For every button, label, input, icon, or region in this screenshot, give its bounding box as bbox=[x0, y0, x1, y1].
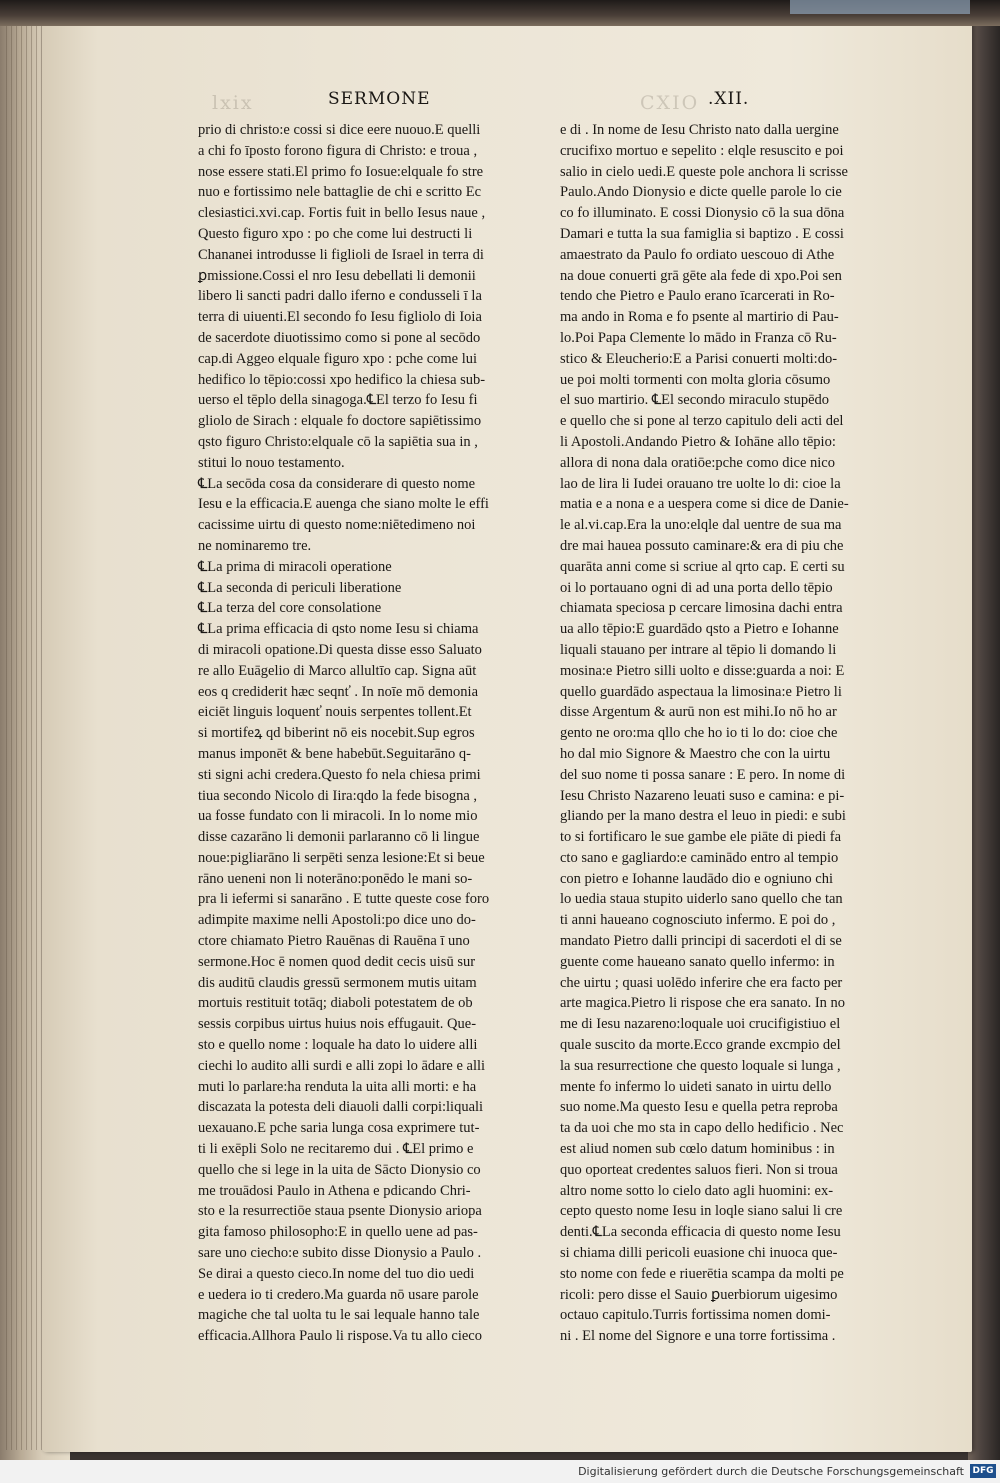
text-line: sto e quello nome : loquale ha dato lo uidere alli bbox=[198, 1037, 478, 1054]
text-line: ctore chiamato Pietro Rauēnas di Rauēna ī uno bbox=[198, 933, 470, 950]
book-binding-shadow bbox=[968, 0, 1000, 1460]
folio-number: .XII. bbox=[708, 89, 750, 109]
text-line: stitui lo nouo testamento. bbox=[198, 454, 345, 471]
text-line: terra di uiuenti.El secondo fo Iesu figliolo di Ioia bbox=[198, 309, 482, 326]
text-line: e uedera io ti credero.Ma guarda nō usare parole bbox=[198, 1286, 479, 1303]
text-line: to si fortificaro le sue gambe ele piāte di piedi fa bbox=[560, 829, 842, 846]
text-line: ti anni haueano cognosciuto infermo. E poi do , bbox=[560, 912, 836, 929]
text-line: magiche che tal uolta tu le sai lequale hanno tale bbox=[198, 1307, 480, 1324]
text-line: mente fo infermo lo uideti sanato in uirtu dello bbox=[560, 1078, 832, 1095]
text-line: mortuis restituit totāq; diaboli potestatem de ob bbox=[198, 995, 473, 1012]
text-line: ℄La seconda di periculi liberatione bbox=[198, 579, 402, 596]
text-line: me trouādosi Paulo in Athena e pdicando Chri- bbox=[198, 1182, 471, 1199]
text-line: e di . In nome de Iesu Christo nato dalla uergine bbox=[560, 122, 839, 138]
text-line: gliolo de Sirach : elquale fo doctore sapiētissimo bbox=[198, 413, 482, 430]
text-line: con pietro e Iohanne laudādo dio e ogniuno chi bbox=[560, 870, 834, 887]
text-line: cap.di Aggeo elquale figuro xpo : pche come lui bbox=[198, 350, 478, 367]
text-line: quo oporteat credentes saluos fieri. Non si troua bbox=[560, 1161, 838, 1178]
text-line: gita famoso philosopho:E in quello uene ad pas- bbox=[198, 1224, 478, 1241]
text-line: Iesu Christo Nazareno leuati suso e camina: e pi- bbox=[560, 787, 845, 804]
left-text-column bbox=[198, 120, 558, 1347]
text-line: Damari e tutta la sua famiglia si baptizo . E cossi bbox=[560, 225, 844, 242]
text-line: ℄La prima efficacia di qsto nome Iesu si chiama bbox=[198, 621, 479, 638]
text-line: uerso el tēplo della sinagoga.℄El terzo fo Iesu fi bbox=[198, 392, 478, 409]
text-line: ni . El nome del Signore e una torre fortissima . bbox=[560, 1328, 836, 1345]
right-text-column bbox=[560, 120, 910, 1347]
text-line: amaestrato da Paulo fo ordiato uescouo di Athe bbox=[560, 246, 835, 263]
text-line: uexauano.E pche saria lunga cosa exprimere tut- bbox=[198, 1120, 480, 1137]
text-line: rāno ueneni non li noterāno:ponēdo le mani so- bbox=[198, 870, 473, 887]
text-line: co fo illuminato. E cossi Dionysio cō la sua dōna bbox=[560, 205, 845, 222]
text-line: gliando per la mano destra el leuo in piedi: e subi bbox=[560, 808, 846, 825]
text-line: ℄La prima di miracoli operatione bbox=[198, 558, 392, 575]
text-line: quarāta anni come si scriue al qrto cap. E certi su bbox=[560, 558, 845, 575]
text-line: le al.vi.cap.Era la uno:elqle dal uentre de sua ma bbox=[560, 517, 842, 534]
text-line: el suo martirio. ℄El secondo miraculo stupēdo bbox=[560, 392, 830, 409]
text-line: si mortifeꝝ qd biberint nō eis nocebit.Sup egros bbox=[198, 725, 475, 742]
text-line: altro nome sotto lo cielo dato agli huomini: ex- bbox=[560, 1182, 834, 1199]
text-line: sto e la resurrectiōe staua psente Dionysio ariopa bbox=[198, 1203, 482, 1220]
text-line: eos q crediderit hæc seqnť . In noīe mō demonia bbox=[198, 683, 479, 700]
text-line: ma ando in Roma e fo psente al martirio di Pau- bbox=[560, 309, 839, 326]
text-line: liquali stauano per intrare al tēpio li domando li bbox=[560, 641, 837, 658]
text-line: ꝑmissione.Cossi el nro Iesu debellati li demonii bbox=[198, 267, 476, 284]
text-line: sti signi achi credera.Questo fo nela chiesa primi bbox=[198, 766, 481, 783]
text-line: e quello che si pone al terzo capitulo deli acti del bbox=[560, 413, 844, 430]
text-line: ne nominaremo tre. bbox=[198, 537, 312, 554]
text-line: mosina:e Pietro silli uolto e disse:guarda a noi: E bbox=[560, 662, 845, 679]
text-line: che uirtu ; quasi uolēdo inferire che era facto per bbox=[560, 974, 843, 991]
text-line: crucifixo mortuo e sepelito : elqle resuscito e poi bbox=[560, 142, 844, 159]
text-line: ue poi molti tormenti con molta gloria cōsumo bbox=[560, 371, 831, 388]
text-line: sessis corpibus uirtus huius nois effugauit. Que- bbox=[198, 1016, 477, 1033]
text-line: Paulo.Ando Dionysio e dicte quelle parole lo cie bbox=[560, 184, 842, 201]
running-head: SERMONE bbox=[328, 89, 431, 109]
text-line: Se dirai a questo cieco.In nome del tuo dio uedi bbox=[198, 1265, 475, 1282]
text-line: prio di christo:e cossi si dice eere nuouo.E quelli bbox=[198, 122, 481, 138]
text-line: li Apostoli.Andando Pietro & Iohāne allo tēpio: bbox=[560, 433, 836, 450]
text-line: lo.Poi Papa Clemente lo mādo in Franza cō Ru- bbox=[560, 329, 837, 346]
text-line: noue:pigliarāno li serpēti senza lesione:Et si beue bbox=[198, 849, 485, 866]
text-line: dre mai hauea possuto caminare:& era di piu che bbox=[560, 537, 844, 554]
text-line: tendo che Pietro e Paulo erano īcarcerati in Ro- bbox=[560, 288, 835, 305]
text-line: ta da uoi che mo sta in capo dello hedificio . Nec bbox=[560, 1120, 844, 1137]
text-line: matia e a nona e a uespera come si dice de Danie- bbox=[560, 496, 849, 513]
text-line: manus imponēt & bene habebūt.Seguitarāno q- bbox=[198, 745, 472, 762]
text-line: me di Iesu nazareno:loquale uoi crucifigistiuo el bbox=[560, 1016, 841, 1033]
top-book-edge bbox=[0, 0, 1000, 26]
text-line: disse cazarāno li demonii parlaranno cō li lingue bbox=[198, 829, 480, 846]
text-line: quello guardādo aspectaua la limosina:e Pietro li bbox=[560, 683, 842, 700]
text-line: na doue conuerti grā gēte ala fede di xpo.Poi sen bbox=[560, 267, 842, 284]
dfg-logo: DFG bbox=[970, 1464, 996, 1478]
text-line: clesiastici.xvi.cap. Fortis fuit in bello Iesus naue , bbox=[198, 205, 486, 222]
text-line: libero li sancti padri dallo iferno e condusseli ī la bbox=[198, 288, 482, 305]
text-line: lao de lira li Iudei orauano tre uolte lo di: cioe la bbox=[560, 475, 841, 492]
text-line: la sua resurrectione che questo loquale si lunga , bbox=[560, 1057, 841, 1074]
text-line: efficacia.Allhora Paulo li rispose.Va tu allo cieco bbox=[198, 1328, 482, 1345]
text-line: hedifico lo tēpio:cossi xpo hedifico la chiesa sub- bbox=[198, 371, 486, 388]
text-line: ℄La terza del core consolatione bbox=[198, 600, 382, 617]
bleed-through-folio-left: lxix bbox=[212, 92, 254, 114]
text-line: allora di nona dala oratiōe:pche como dice nico bbox=[560, 454, 835, 471]
text-line: mandato Pietro dalli principi di sacerdoti el di se bbox=[560, 933, 842, 950]
text-line: ricoli: pero disse el Sauio ꝑuerbiorum uigesimo bbox=[560, 1286, 838, 1303]
text-line: re allo Euāgelio di Marco allultīo cap. Signa aūt bbox=[198, 662, 477, 679]
text-line: discazata la potesta deli diauoli dalli corpi:liquali bbox=[198, 1099, 484, 1116]
text-line: Questo figuro xpo : po che come lui destructi li bbox=[198, 225, 473, 242]
text-line: est aliud nomen sub cœlo datum hominibus : in bbox=[560, 1141, 835, 1158]
blue-tape-strip bbox=[790, 0, 970, 14]
text-line: suo nome.Ma questo Iesu e quella petra reproba bbox=[560, 1099, 838, 1116]
text-line: di miracoli opatione.Di questa disse esso Saluato bbox=[198, 641, 482, 658]
text-line: si chiama dilli pericoli euasione chi inuoca que- bbox=[560, 1245, 838, 1262]
text-line: tiua secondo Nicolo di Iira:qdo la fede bisogna , bbox=[198, 787, 478, 804]
bleed-through-folio-right: CXIO bbox=[640, 92, 700, 114]
text-line: sto nome con fede e riuerētia scampa da molti pe bbox=[560, 1265, 844, 1282]
text-line: disse Argentum & aurū non est mihi.Io nō ho ar bbox=[560, 704, 837, 721]
text-line: chiamata speciosa p cercare limosina dachi entra bbox=[560, 600, 843, 617]
text-line: octauo capitulo.Turris fortissima nomen domi- bbox=[560, 1307, 831, 1324]
text-line: ti li exēpli Solo ne recitaremo dui . ℄El primo e bbox=[198, 1141, 474, 1158]
text-line: ua fosse fundato con li miracoli. In lo nome mio bbox=[198, 808, 478, 825]
text-line: Iesu e la efficacia.E auenga che siano molte le effi bbox=[198, 496, 489, 513]
text-line: adimpite maxime nelli Apostoli:po dice uno do- bbox=[198, 912, 476, 929]
text-line: oi lo portauano ogni di ad una porta dello tēpio bbox=[560, 579, 833, 596]
text-line: cto sano e gagliardo:e caminādo entro al tempio bbox=[560, 849, 839, 866]
text-line: qsto figuro Christo:elquale cō la sapiētia sua in , bbox=[198, 433, 478, 450]
text-line: salio in cielo uedi.E queste pole anchora li scrisse bbox=[560, 163, 848, 180]
text-line: ℄La secōda cosa da considerare di questo nome bbox=[198, 475, 476, 492]
text-line: eiciēt linguis loquenť nouis serpentes tollent.Et bbox=[198, 704, 472, 721]
text-line: quello che si lege in la uita de Sācto Dionysio co bbox=[198, 1161, 481, 1178]
text-line: quale suscito da morte.Ecco grande excmpio del bbox=[560, 1037, 841, 1054]
text-line: guente come haueano sanato quello infermo: in bbox=[560, 953, 835, 970]
text-line: nuo e fortissimo nele battaglie de chi e scritto Ec bbox=[198, 184, 482, 201]
text-line: stico & Eleucherio:E a Parisi conuerti molti:do- bbox=[560, 350, 838, 367]
text-line: sare uno ciecho:e subito disse Dionysio a Paulo . bbox=[198, 1245, 482, 1262]
text-line: denti.℄La seconda efficacia di questo nome Iesu bbox=[560, 1224, 841, 1241]
text-line: gento ne oro:ma qllo che ho io ti lo do: cioe che bbox=[560, 725, 838, 742]
text-line: nose essere stati.El primo fo Iosue:elquale fo stre bbox=[198, 163, 484, 180]
text-line: cacissime uirtu di questo nome:niētedimeno noi bbox=[198, 517, 476, 534]
funding-credit: Digitalisierung gefördert durch die Deutsche Forschungsgemeinschaft bbox=[578, 1465, 964, 1478]
text-line: ua allo tēpio:E guardādo qsto a Pietro e Iohanne bbox=[560, 621, 839, 638]
text-line: pra li iefermi si sanarāno . E tutte queste cose foro bbox=[198, 891, 490, 908]
text-line: dis auditū claudis gressū sermonem mutis uitam bbox=[198, 974, 477, 991]
text-line: arte magica.Pietro li rispose che era sanato. In no bbox=[560, 995, 846, 1012]
text-line: lo uedia staua stupito uiderlo sano quello che tan bbox=[560, 891, 843, 908]
text-line: de sacerdote diuotissimo como si pone al secōdo bbox=[198, 329, 481, 346]
text-line: cepto questo nome Iesu in loqle siano salui li cre bbox=[560, 1203, 843, 1220]
text-line: ho dal mio Signore & Maestro che con la uirtu bbox=[560, 745, 831, 762]
text-line: muti lo parlare:ha renduta la uita alli morti: e ha bbox=[198, 1078, 477, 1095]
text-line: del suo nome ti possa sanare : E pero. In nome di bbox=[560, 766, 846, 783]
text-line: Chananei introdusse li figlioli de Israel in terra di bbox=[198, 246, 484, 263]
text-line: sermone.Hoc ē nomen quod dedit cecis uisū sur bbox=[198, 953, 476, 970]
text-line: ciechi lo audito alli surdi e alli zopi lo ādare e alli bbox=[198, 1057, 486, 1074]
text-line: a chi fo īposto forono figura di Christo: e troua , bbox=[198, 142, 478, 159]
